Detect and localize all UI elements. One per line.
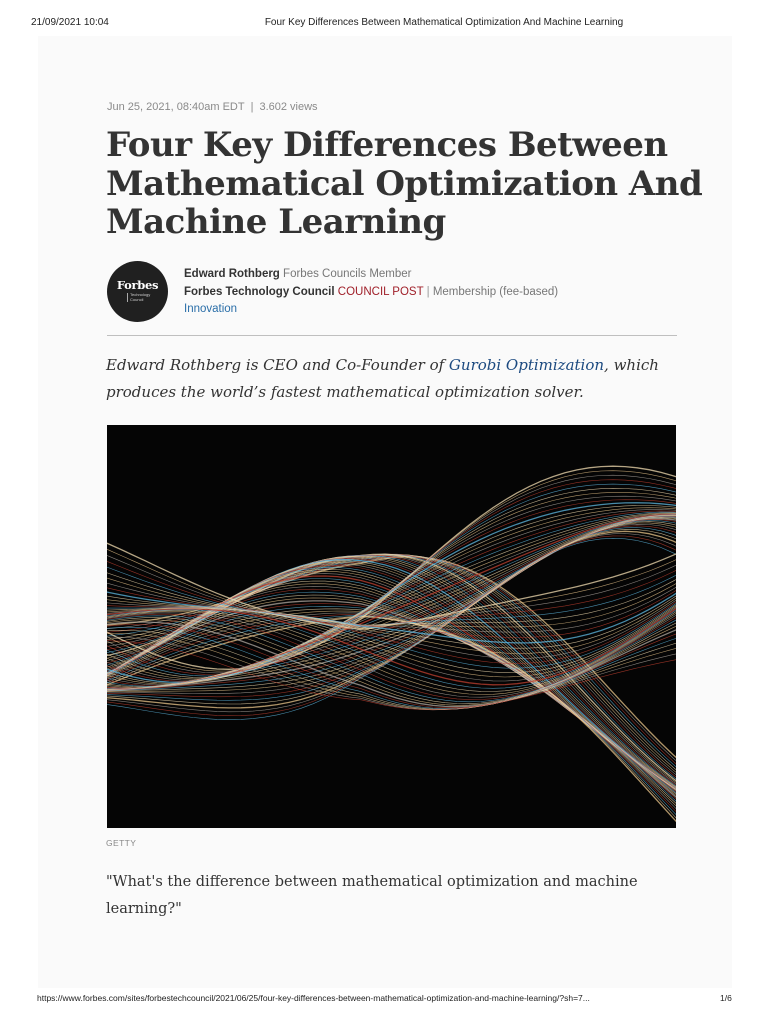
logo-brand-text: Forbes [116,278,159,292]
membership-label: Membership (fee-based) [432,285,559,298]
author-role: Forbes Councils Member [283,268,412,280]
wave-line [107,581,676,796]
print-page-title: Four Key Differences Between Mathematical Optimization And Machine Learning [264,17,624,28]
lede-text-end: , which produces the world’s fastest mathematical optimization solver. [106,356,659,401]
article-meta [107,101,318,113]
lede-text-start: Edward Rothberg is CEO and Co-Founder of [106,356,449,374]
wave-line [107,517,676,691]
post-separator: | [426,285,430,298]
view-count: 3.602 views [259,101,318,113]
meta-separator: | [250,101,254,113]
print-url: https://www.forbes.com/sites/forbestechcouncil/2021/06/25/four-key-differences-between-mathematical-optimization-and-machine-learning/?sh=7... [37,993,590,1003]
print-page-number: 1/6 [720,993,732,1003]
article-body-first-paragraph: "What's the difference between mathematical optimization and machine learning?" [106,874,638,917]
wave-line [107,609,676,812]
publish-date: Jun 25, 2021, 08:40am EDT [107,101,245,113]
forbes-council-logo[interactable] [107,261,168,322]
logo-sub-text: Technology Council [127,293,154,302]
topic-link[interactable]: Innovation [184,303,238,315]
wave-line [107,466,676,669]
print-datetime: 21/09/2021 10:04 [31,17,109,28]
author-block [184,266,558,319]
gurobi-link[interactable]: Gurobi Optimization [448,356,605,374]
wave-line [107,562,676,794]
wave-line [107,492,676,679]
hero-image [107,425,676,828]
divider [107,335,677,336]
author-name[interactable]: Edward Rothberg [184,268,280,280]
wave-line [107,606,676,809]
post-type-label[interactable]: COUNCIL POST [337,285,424,298]
council-name[interactable]: Forbes Technology Council [184,285,335,298]
council-line [184,284,558,302]
wave-line [107,611,676,815]
author-line [184,266,558,284]
abstract-wave-lines-image [107,425,676,828]
image-credit: GETTY [106,838,137,848]
print-header [0,0,768,30]
author-bio-lede [106,352,686,406]
article-headline: Four Key Differences Between Mathematical Optimization And Machine Learning [106,125,703,242]
